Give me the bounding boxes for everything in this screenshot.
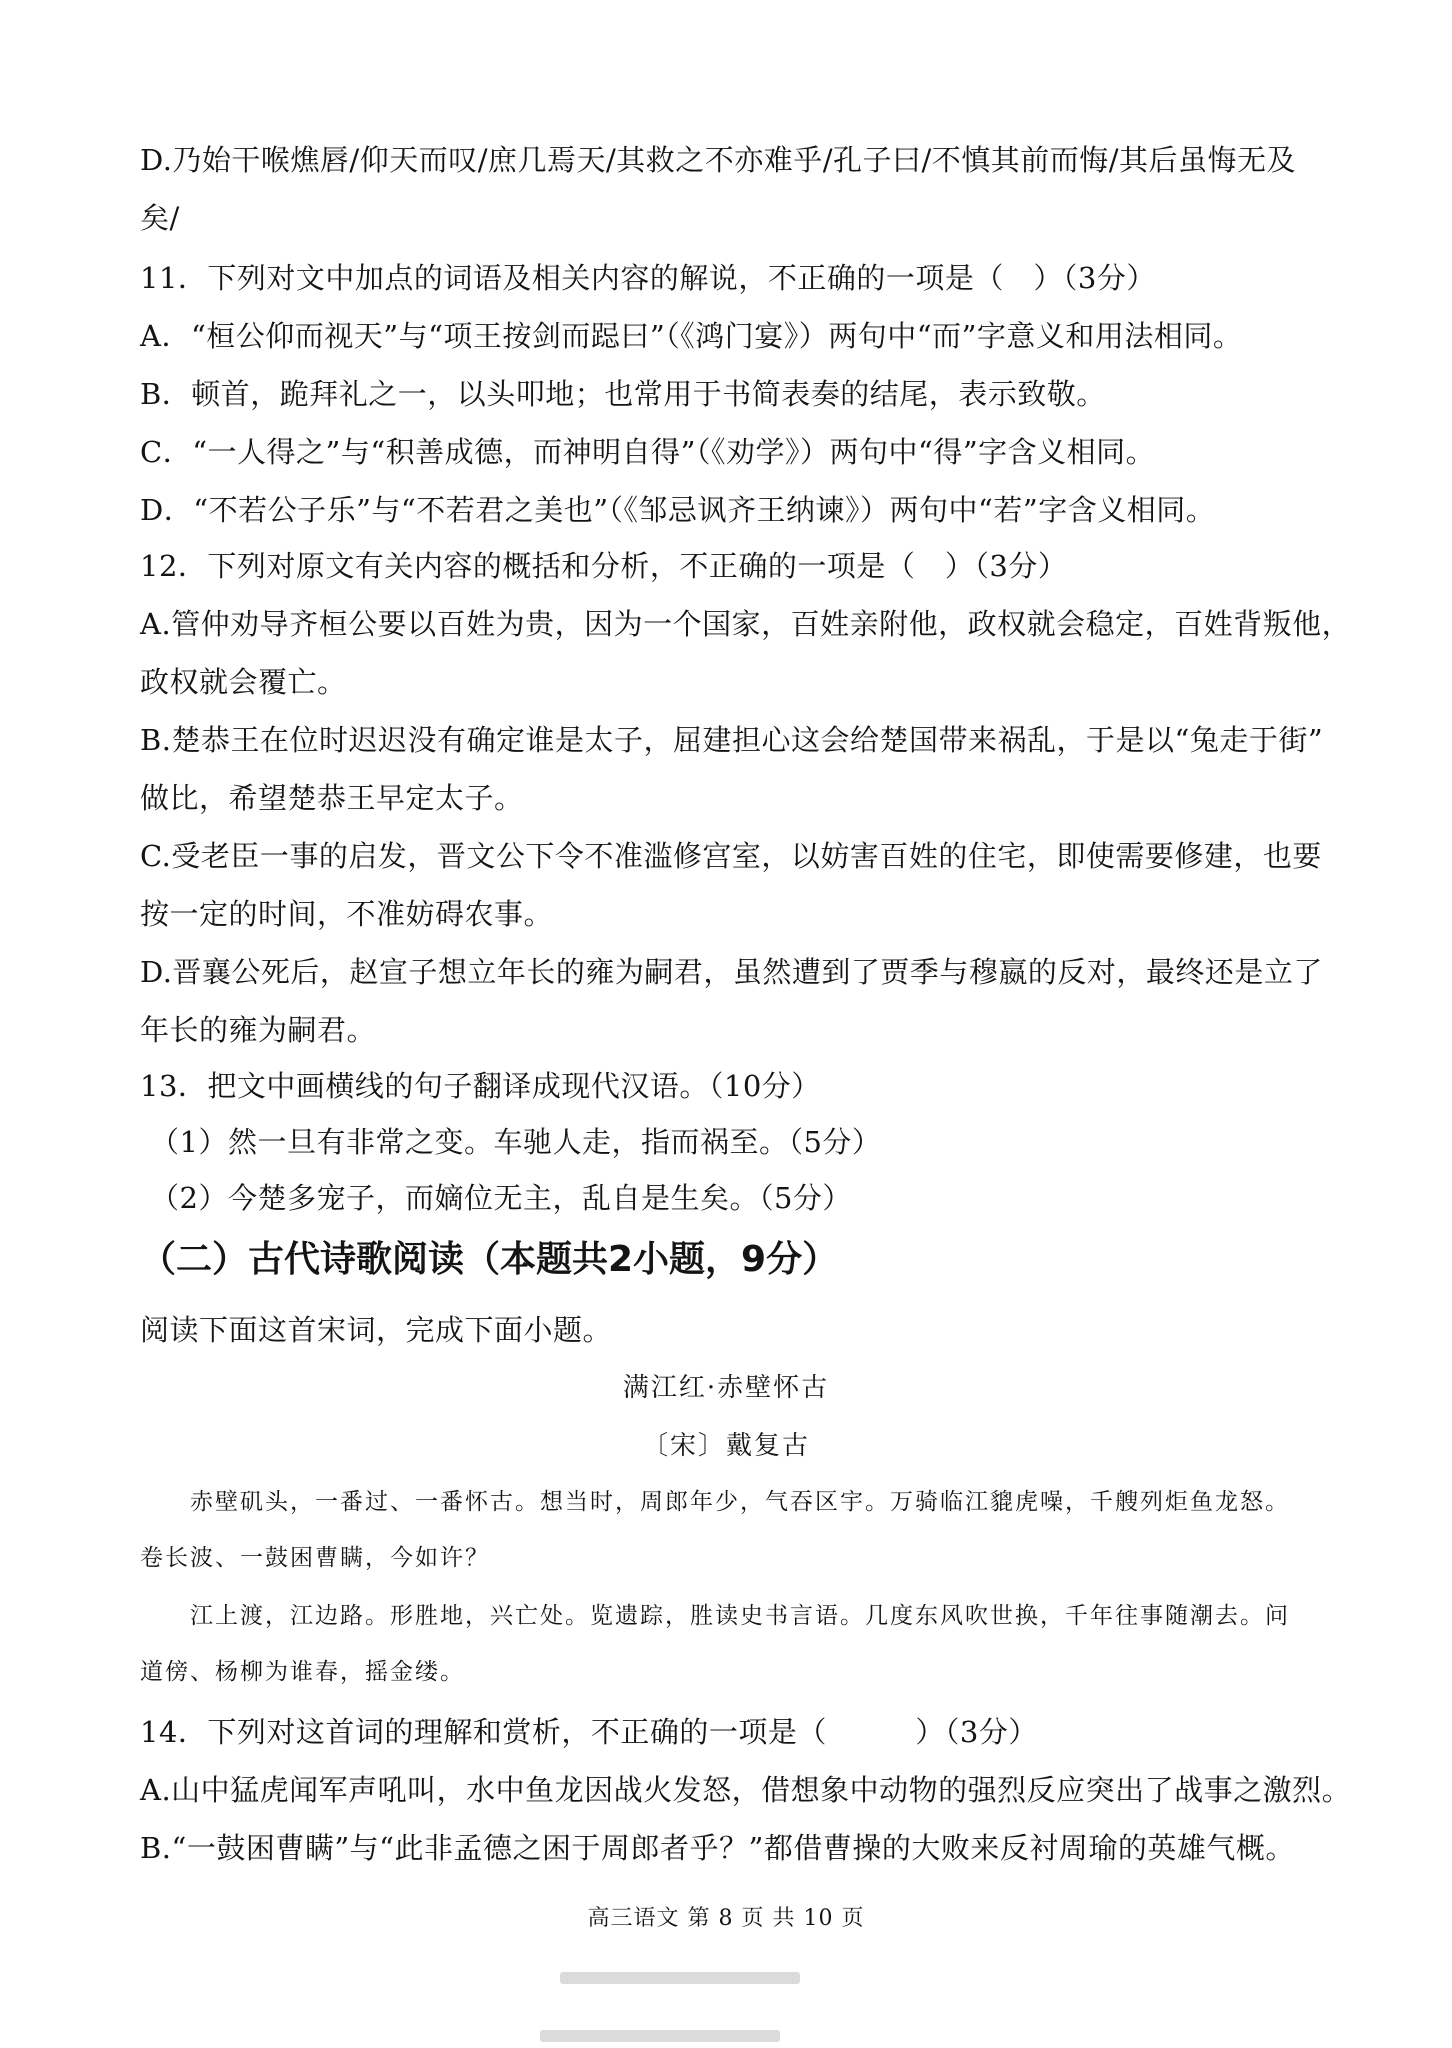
q12-option-d-line1: D.晋襄公死后，赵宣子想立年长的雍为嗣君，虽然遭到了贾季与穆嬴的反对，最终还是立了 [140, 955, 1323, 989]
poem-title: 满江红·赤壁怀古 [622, 1373, 830, 1403]
q10-option-d-line2: 矣/ [140, 201, 180, 235]
scan-artifact [540, 2030, 780, 2042]
page-footer: 高三语文 第 8 页 共 10 页 [587, 1906, 865, 1931]
poem-line-2: 卷长波、一鼓困曹瞒，今如许？ [140, 1545, 490, 1571]
poem-line-3: 江上渡，江边路。形胜地，兴亡处。览遗踪，胜读史书言语。几度东风吹世换，千年往事随潮去。问 [190, 1603, 1290, 1629]
q14-option-a: A.山中猛虎闻军声吼叫，水中鱼龙因战火发怒，借想象中动物的强烈反应突出了战事之激烈。 [140, 1773, 1352, 1807]
q12-option-b-line1: B.楚恭王在位时迟迟没有确定谁是太子，屈建担心这会给楚国带来祸乱，于是以“兔走于街” [140, 723, 1324, 757]
q11-option-b: B．顿首，跪拜礼之一，以头叩地；也常用于书简表奏的结尾，表示致敬。 [140, 377, 1106, 411]
q11-option-c: C．“一人得之”与“积善成德，而神明自得”（《劝学》）两句中“得”字含义相同。 [140, 435, 1156, 469]
q12-stem: 12．下列对原文有关内容的概括和分析，不正确的一项是（ ）（3分） [140, 549, 1068, 583]
q12-option-c-line1: C.受老臣一事的启发，晋文公下令不准滥修宫室，以妨害百姓的住宅，即使需要修建，也要 [140, 839, 1322, 873]
q12-option-a-line2: 政权就会覆亡。 [140, 665, 347, 699]
poem-line-1: 赤壁矶头，一番过、一番怀古。想当时，周郎年少，气吞区宇。万骑临江貔虎噪，千艘列炬鱼龙怒。 [190, 1489, 1290, 1515]
q14-option-b: B.“一鼓困曹瞒”与“此非孟德之困于周郎者乎？”都借曹操的大败来反衬周瑜的英雄气概。 [140, 1831, 1295, 1865]
q12-option-d-line2: 年长的雍为嗣君。 [140, 1013, 377, 1047]
q12-option-c-line2: 按一定的时间，不准妨碍农事。 [140, 897, 554, 931]
q11-option-a: A．“桓公仰而视天”与“项王按剑而跽曰”（《鸿门宴》）两句中“而”字意义和用法相同。 [140, 319, 1243, 353]
poem-author: 〔宋〕戴复古 [641, 1431, 810, 1461]
section-heading: （二）古代诗歌阅读（本题共2小题，9分） [140, 1239, 839, 1280]
q11-stem: 11．下列对文中加点的词语及相关内容的解说，不正确的一项是（ ）（3分） [140, 261, 1156, 295]
q13-item-1: （1）然一旦有非常之变。车驰人走，指而祸至。（5分） [150, 1125, 882, 1159]
scan-artifact [560, 1972, 800, 1984]
section-intro: 阅读下面这首宋词，完成下面小题。 [140, 1313, 613, 1347]
q11-option-d: D．“不若公子乐”与“不若君之美也”（《邹忌讽齐王纳谏》）两句中“若”字含义相同。 [140, 493, 1216, 527]
q13-stem: 13．把文中画横线的句子翻译成现代汉语。（10分） [140, 1069, 821, 1103]
q12-option-b-line2: 做比，希望楚恭王早定太子。 [140, 781, 524, 815]
q12-option-a-line1: A.管仲劝导齐桓公要以百姓为贵，因为一个国家，百姓亲附他，政权就会稳定，百姓背叛他， [140, 607, 1352, 641]
q10-option-d-line1: D.乃始干喉燋唇/仰天而叹/庶几焉天/其救之不亦难乎/孔子曰/不慎其前而悔/其后虽悔无及 [140, 143, 1297, 177]
q13-item-2: （2）今楚多宠子，而嫡位无主，乱自是生矣。（5分） [150, 1181, 852, 1215]
poem-line-4: 道傍、杨柳为谁春，摇金缕。 [140, 1659, 465, 1685]
q14-stem: 14．下列对这首词的理解和赏析，不正确的一项是（ ）（3分） [140, 1715, 1038, 1749]
